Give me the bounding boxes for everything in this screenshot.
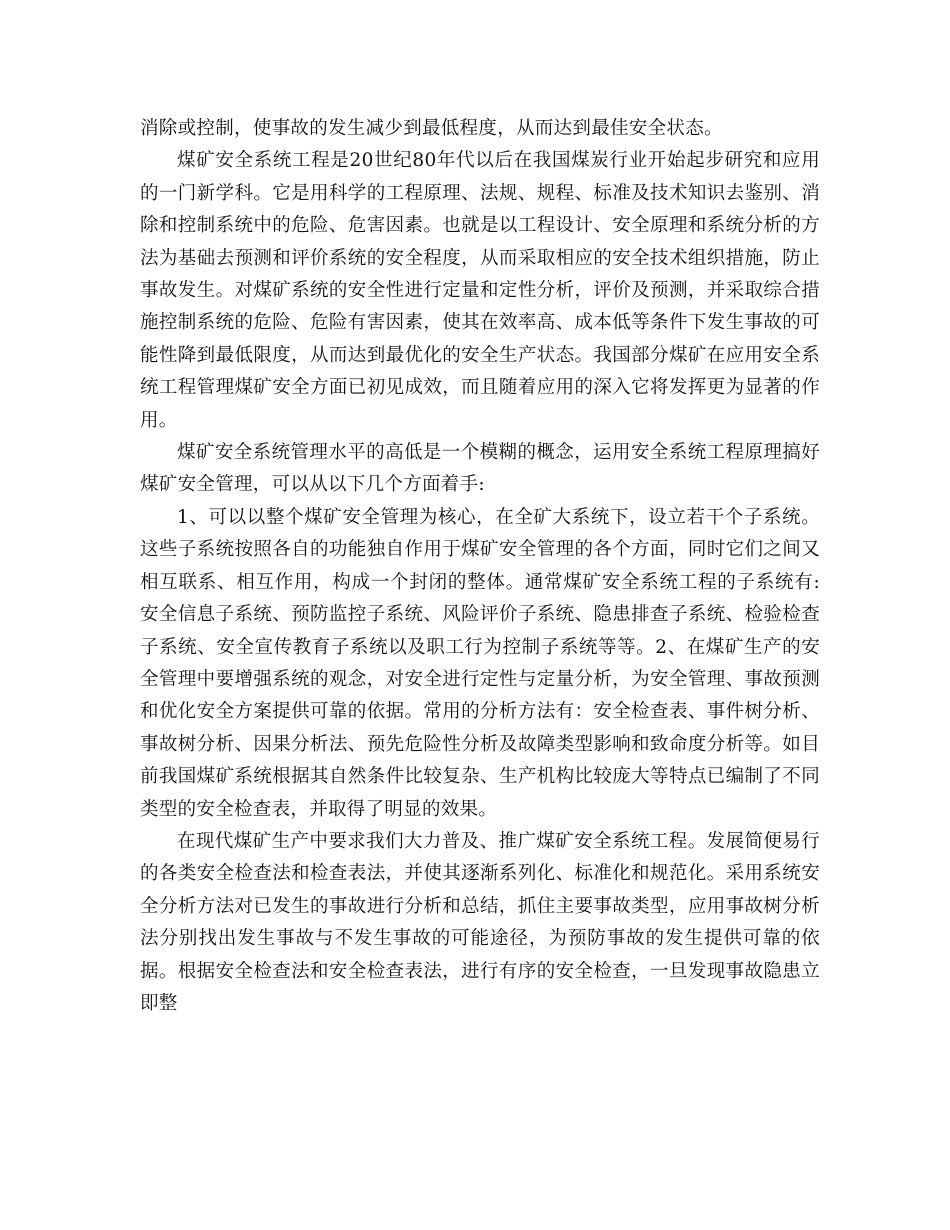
paragraph-5: 在现代煤矿生产中要求我们大力普及、推广煤矿安全系统工程。发展简便易行的各类安全检查法和检查表法，并使其逐渐系列化、标准化和规范化。采用系统安全分析方法对已发生的事故进行分析和总结，抓住主要事故类型，应用事故树分析法分别找出发生事故与不发生事故的可能途径，为预防事故的发生提供可靠的依据。根据安全检查法和安全检查表法，进行有序的安全检查，一旦发现事故隐患立即整 — [140, 830, 820, 1014]
paragraph-4: 1、可以以整个煤矿安全管理为核心，在全矿大系统下，设立若干个子系统。这些子系统按照各自的功能独自作用于煤矿安全管理的各个方面，同时它们之间又相互联系、相互作用，构成一个封闭的整体。通常煤矿安全系统工程的子系统有:安全信息子系统、预防监控子系统、风险评价子系统、隐患排查子系统、检验检查子系统、安全宣传教育子系统以及职工行为控制子系统等等。2、在煤矿生产的安全管理中要增强系统的观念，对安全进行定性与定量分析，为安全管理、事故预测和优化安全方案提供可靠的依据。常用的分析方法有：安全检查表、事件树分析、事故树分析、因果分析法、预先危险性分析及故障类型影响和致命度分析等。如目前我国煤矿系统根据其自然条件比较复杂、生产机构比较庞大等特点已编制了不同类型的安全检查表，并取得了明显的效果。 — [140, 506, 820, 820]
paragraph-3: 煤矿安全系统管理水平的高低是一个模糊的概念，运用安全系统工程原理搞好煤矿安全管理，可以从以下几个方面着手: — [140, 442, 820, 496]
paragraph-1: 消除或控制，使事故的发生减少到最低程度，从而达到最佳安全状态。 — [140, 118, 723, 139]
document-body — [140, 113, 820, 1020]
paragraph-2: 煤矿安全系统工程是20世纪80年代以后在我国煤炭行业开始起步研究和应用的一门新学科。它是用科学的工程原理、法规、规程、标准及技术知识去鉴别、消除和控制系统中的危险、危害因素。也就是以工程设计、安全原理和系统分析的方法为基础去预测和评价系统的安全程度，从而采取相应的安全技术组织措施，防止事故发生。对煤矿系统的安全性进行定量和定性分析，评价及预测，并采取综合措施控制系统的危险、危险有害因素，使其在效率高、成本低等条件下发生事故的可能性降到最低限度，从而达到最优化的安全生产状态。我国部分煤矿在应用安全系统工程管理煤矿安全方面已初见成效，而且随着应用的深入它将发挥更为显著的作用。 — [140, 150, 820, 431]
